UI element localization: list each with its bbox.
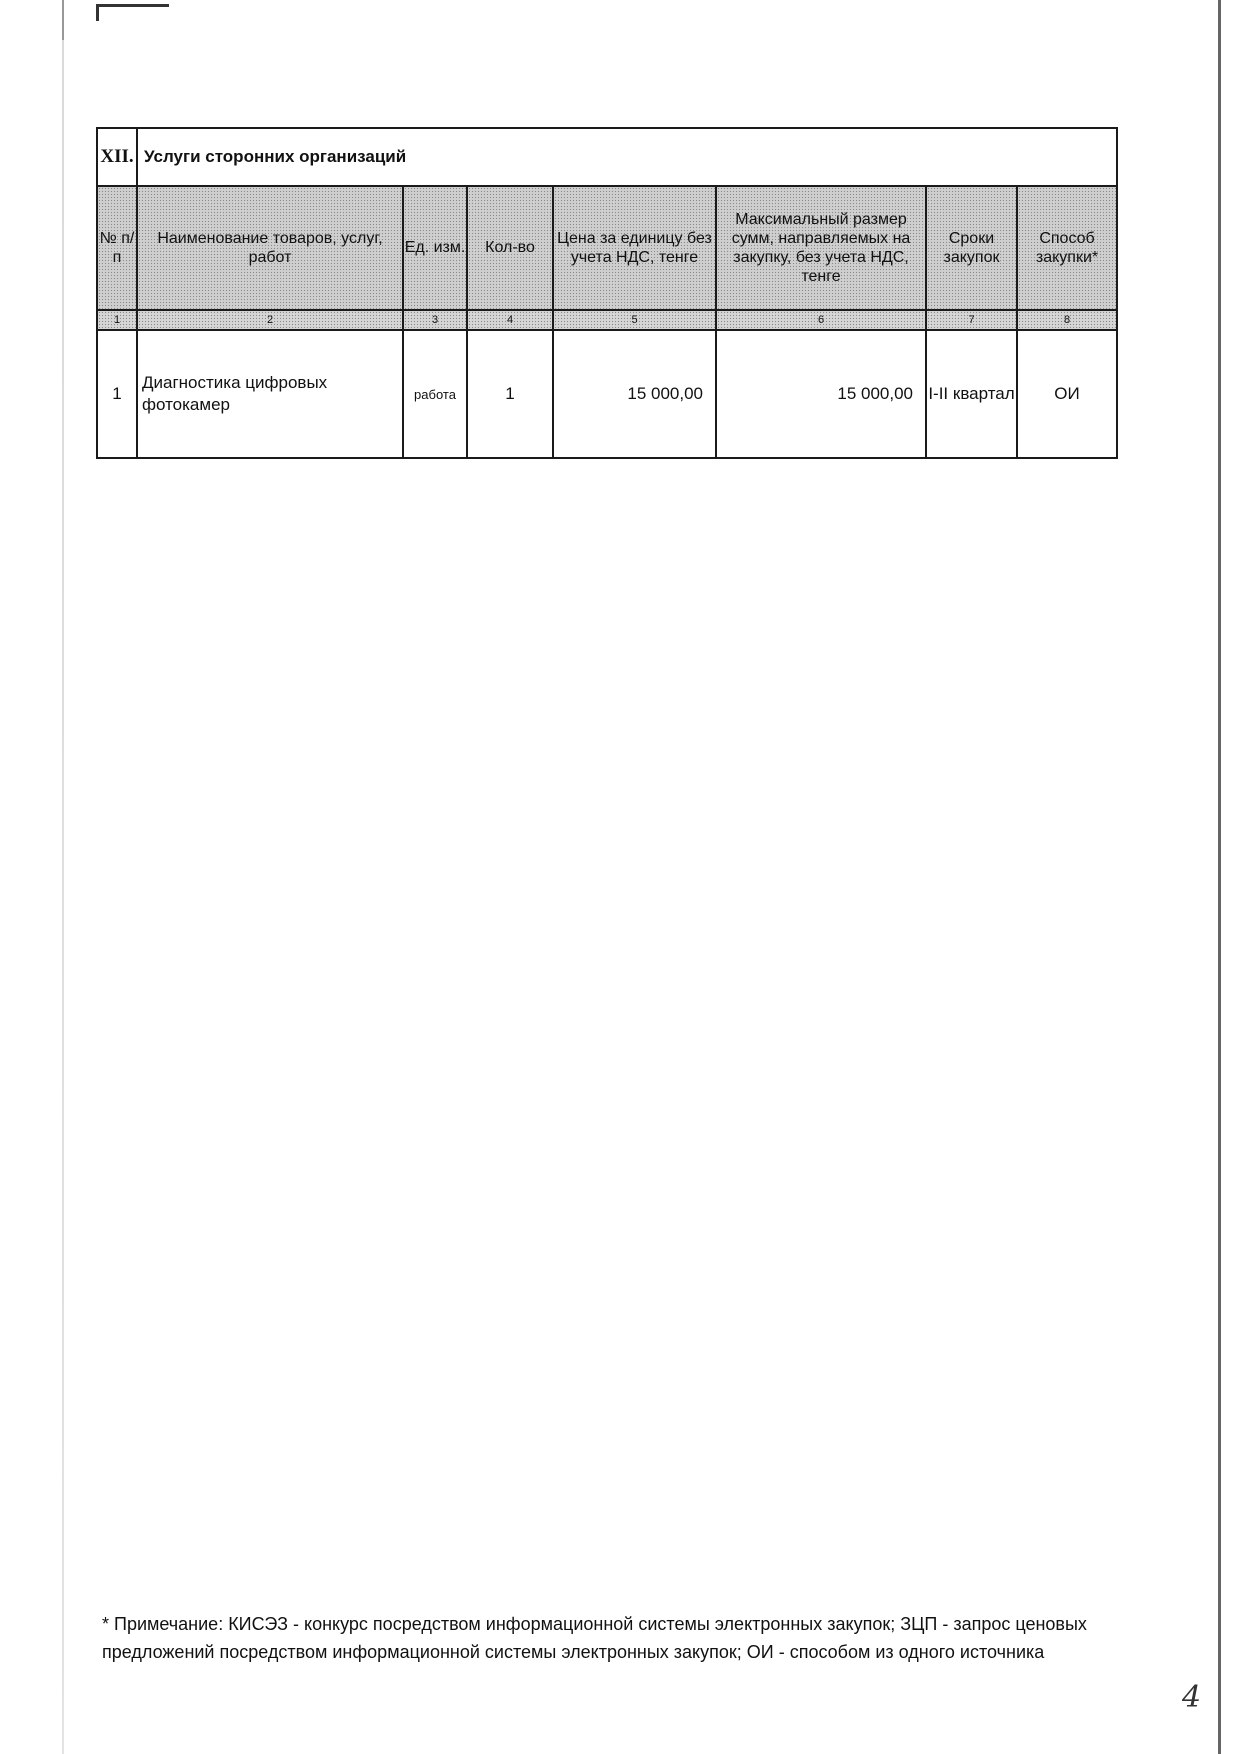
header-unit-price: Цена за единицу без учета НДС, тенге bbox=[553, 186, 716, 310]
column-index: 6 bbox=[716, 310, 926, 330]
header-num: № п/п bbox=[97, 186, 137, 310]
scan-edge-right bbox=[1218, 0, 1221, 1754]
item-unit-price: 15 000,00 bbox=[553, 330, 716, 458]
column-index: 3 bbox=[403, 310, 467, 330]
column-index: 2 bbox=[137, 310, 403, 330]
header-qty: Кол-во bbox=[467, 186, 553, 310]
scan-edge-left bbox=[62, 0, 64, 1754]
column-index: 8 bbox=[1017, 310, 1117, 330]
column-index: 7 bbox=[926, 310, 1017, 330]
section-title: Услуги сторонних организаций bbox=[137, 128, 1117, 186]
item-name: Диагностика цифровых фотокамер bbox=[137, 330, 403, 458]
item-quantity: 1 bbox=[467, 330, 553, 458]
column-index: 1 bbox=[97, 310, 137, 330]
item-unit: работа bbox=[403, 330, 467, 458]
footnote: * Примечание: КИСЭЗ - конкурс посредством информационной системы электронных закупок; ЗЦП - запрос ценовых предложений посредством информационной системы электронных закупок; ОИ - способом из одного источника bbox=[102, 1614, 1087, 1662]
scan-corner-mark bbox=[96, 4, 169, 21]
section-number: XII. bbox=[97, 128, 137, 186]
item-max-amount: 15 000,00 bbox=[716, 330, 926, 458]
row-number: 1 bbox=[97, 330, 137, 458]
column-index: 4 bbox=[467, 310, 553, 330]
header-unit: Ед. изм. bbox=[403, 186, 467, 310]
header-row bbox=[97, 186, 1117, 310]
table-row bbox=[97, 330, 1117, 458]
header-method: Способ закупки* bbox=[1017, 186, 1117, 310]
page-number: 4 bbox=[1182, 1680, 1202, 1715]
procurement-table bbox=[96, 127, 1118, 459]
column-index: 5 bbox=[553, 310, 716, 330]
header-max-amount: Максимальный размер сумм, направляемых на закупку, без учета НДС, тенге bbox=[716, 186, 926, 310]
item-method: ОИ bbox=[1017, 330, 1117, 458]
header-name: Наименование товаров, услуг, работ bbox=[137, 186, 403, 310]
section-row bbox=[97, 128, 1117, 186]
header-period: Сроки закупок bbox=[926, 186, 1017, 310]
item-period: I-II квартал bbox=[926, 330, 1017, 458]
column-index-row bbox=[97, 310, 1117, 330]
